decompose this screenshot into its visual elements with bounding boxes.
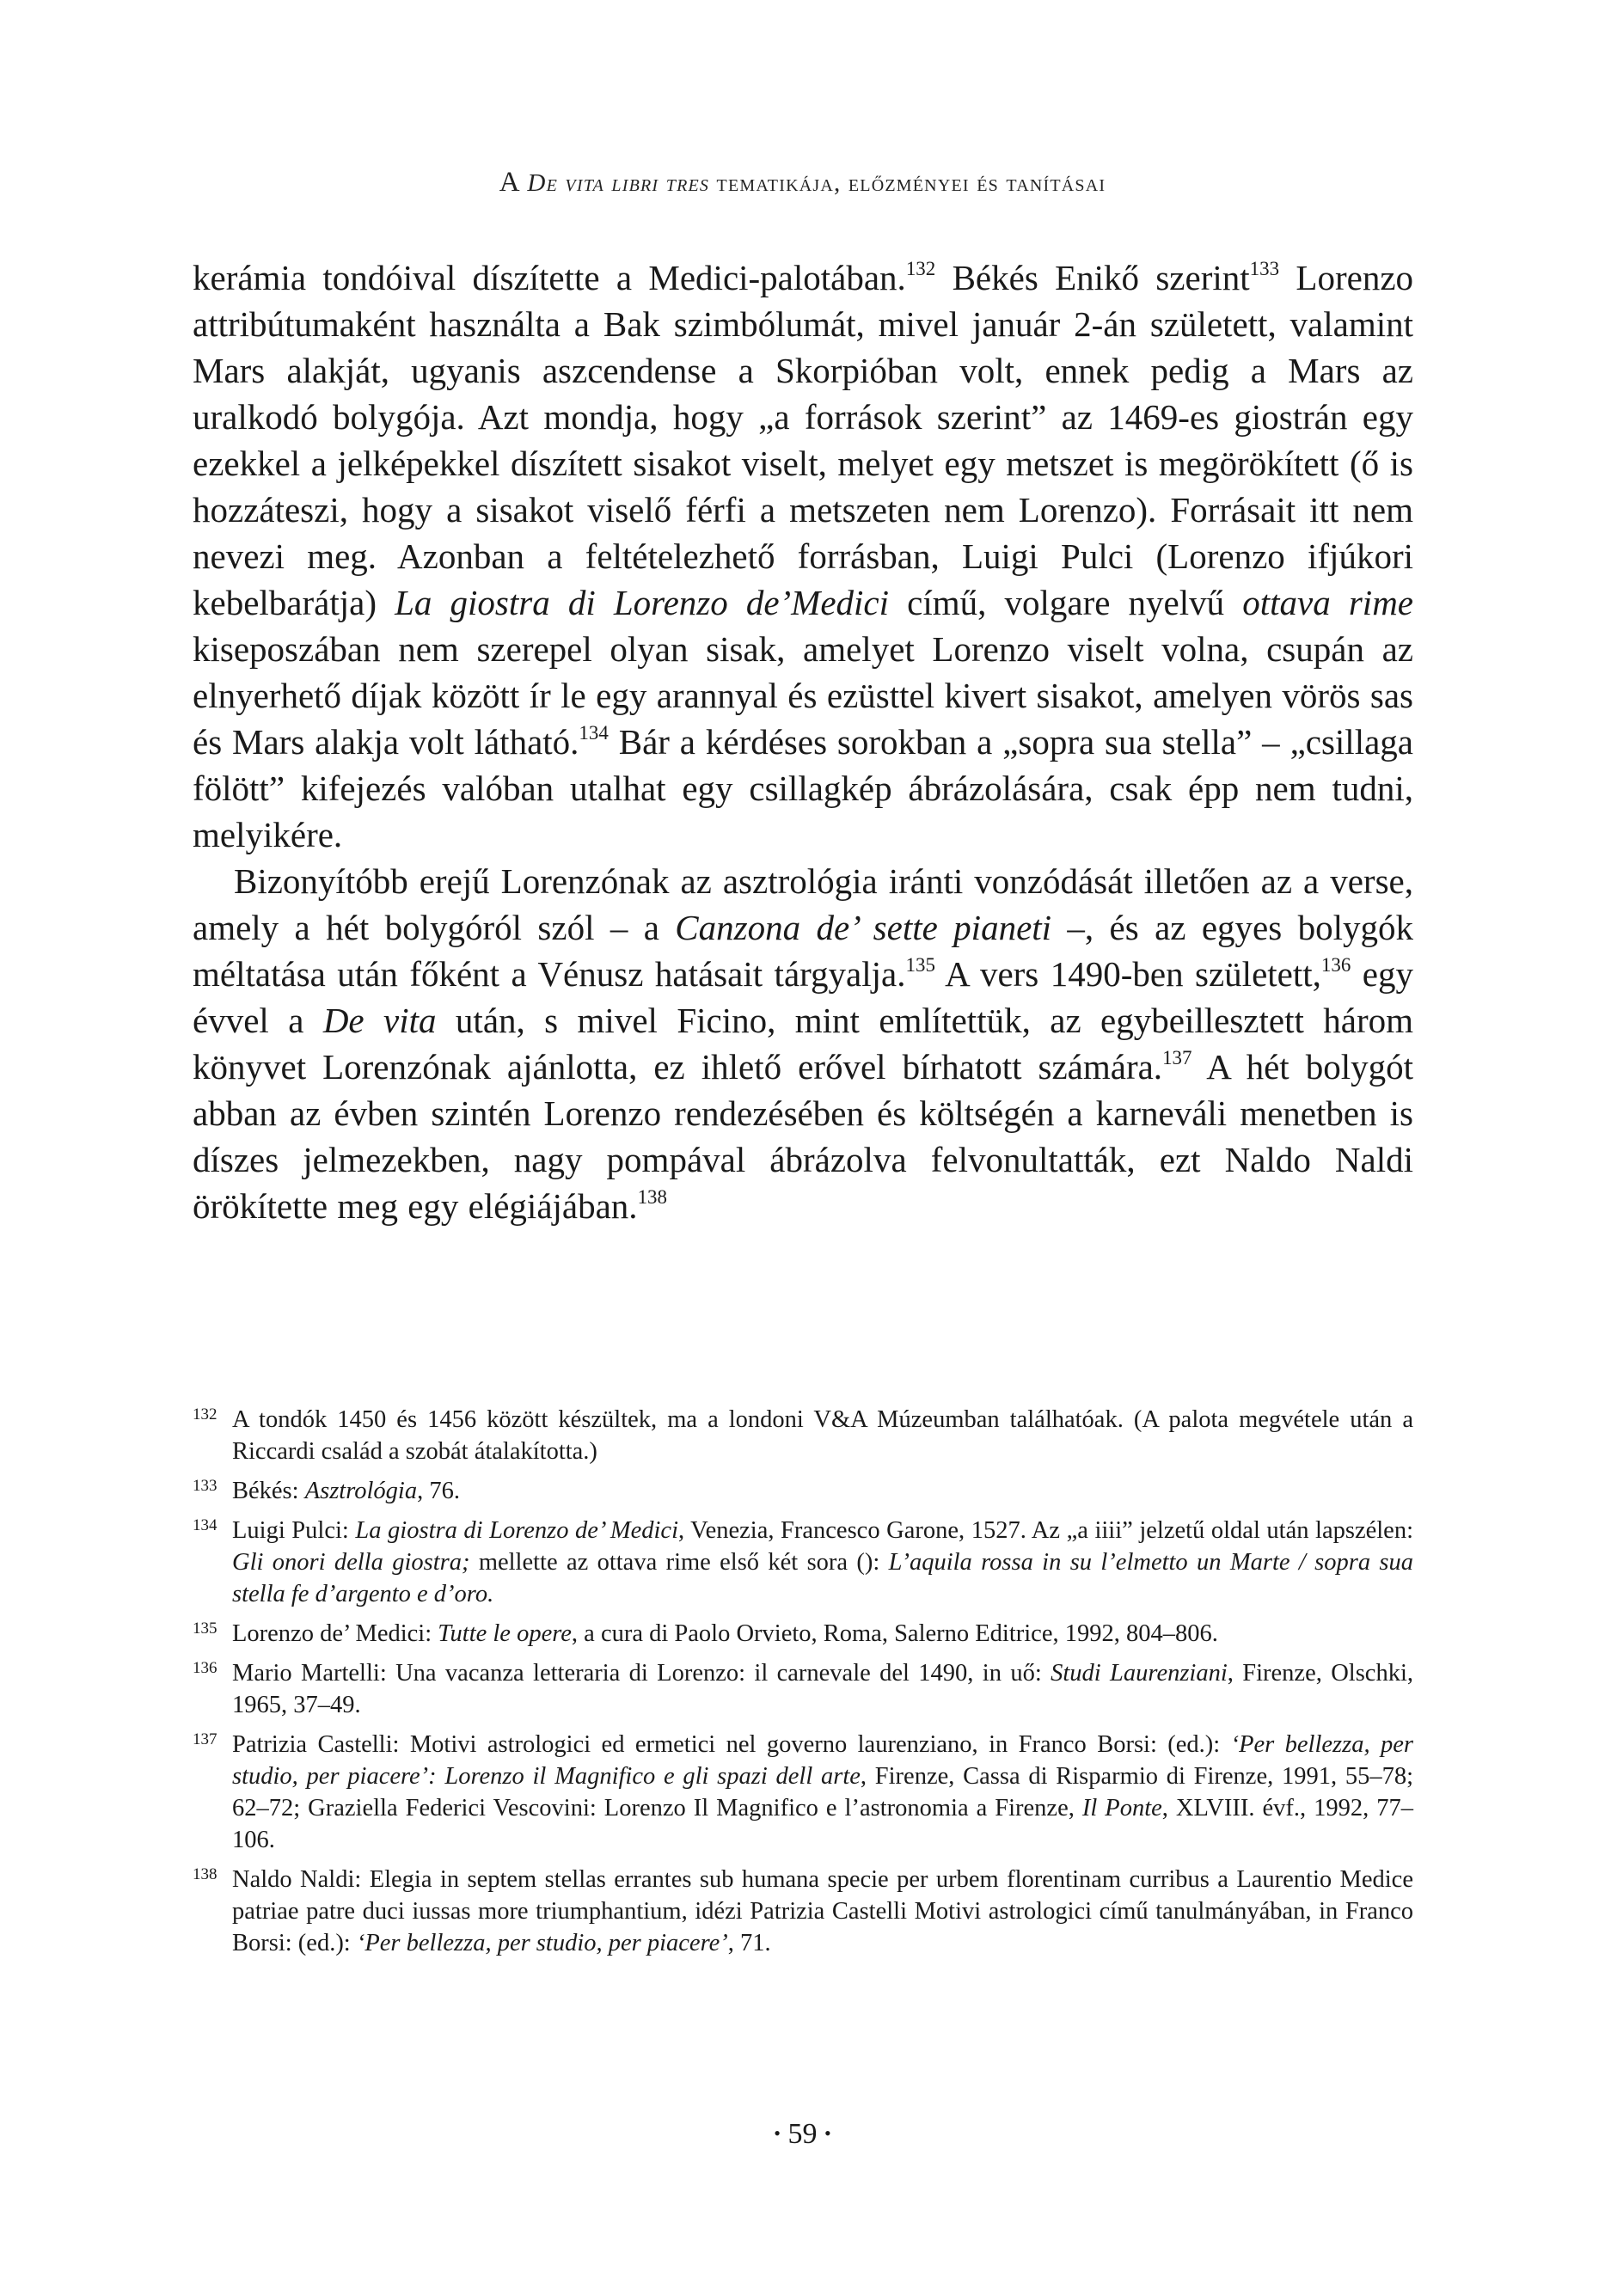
text-run: A hét bolygót abban az évben szintén Lorenzo rendezésében és költségén a karneváli menetben is díszes jelmezekben, nagy pompával ábrázolva felvonultatták, ezt Naldo Naldi örökítette meg egy elégiájában. <box>193 1047 1413 1226</box>
footnote-text: Patrizia Castelli: Motivi astrologici ed ermetici nel governo laurenziano, in Franco Borsi: (ed.): <box>232 1731 1231 1758</box>
footnote-text: Luigi Pulci: <box>232 1517 356 1544</box>
footnote-number: 136 <box>193 1659 217 1677</box>
italic-title: Canzona de’ sette pianeti <box>675 908 1052 947</box>
footnote-ref-133[interactable]: 133 <box>1249 257 1280 279</box>
footnote-ref-138[interactable]: 138 <box>637 1185 667 1208</box>
footnote-132 <box>193 1404 1413 1467</box>
footnote-137 <box>193 1729 1413 1856</box>
footnote-text: , 71. <box>727 1930 771 1956</box>
footnote-number: 133 <box>193 1477 217 1495</box>
text-run: kiseposzában nem szerepel olyan sisak, amelyet Lorenzo viselt volna, csupán az elnyerhető díjak között ír le egy arannyal és ezüsttel kivert sisakot, amelyen vörös sas és Mars alakja volt látható. <box>193 629 1413 762</box>
paragraph-2 <box>193 858 1413 1229</box>
text-run: Bár a kérdéses sorokban a „sopra sua stella” – „csillaga fölött” kifejezés valóban utalhat egy csillagkép ábrázolására, csak épp nem tudni, melyikére. <box>193 722 1413 854</box>
footnote-text: Békés: <box>232 1478 305 1504</box>
bullet-right: • <box>824 2122 831 2144</box>
footnote-text: , Firenze, Cassa di Risparmio di Firenze, 1991, 55–78; 62–72; Graziella Federici Vescovini: Lorenzo Il Magnifico e l’astronomia a Firenze, <box>232 1763 1413 1821</box>
footnote-number: 137 <box>193 1730 217 1748</box>
footnote-138 <box>193 1864 1413 1959</box>
main-text <box>193 254 1413 1229</box>
footnote-text: , 76. <box>417 1478 460 1504</box>
footnote-text: , XLVIII. évf., 1992, 77–106. <box>232 1795 1414 1853</box>
footnote-text: Naldo Naldi: Elegia in septem stellas errantes sub humana specie per urbem florentinam curribus a Laurentio Medice patriae patre duci iussas more triumphantium, idézi Patrizia Castelli Motivi astrologici című tanulmányában, in Franco Borsi: (ed.): <box>232 1866 1413 1956</box>
text-run: egy évvel a <box>193 954 1414 1040</box>
footnote-text: A tondók 1450 és 1456 között készültek, ma a londoni V&A Múzeumban találhatóak. (A palota megvétele után a Riccardi család a szobát átalakította.) <box>232 1406 1413 1465</box>
text-run: Békés Enikő szerint <box>935 258 1250 297</box>
footnote-number: 132 <box>193 1405 217 1424</box>
footnote-text: Mario Martelli: Una vacanza letteraria di Lorenzo: il carnevale del 1490, in uő: <box>232 1660 1051 1687</box>
footnote-text: , Venezia, Francesco Garone, 1527. Az „a iiii” jelzetű oldal után lapszélen: <box>677 1517 1414 1544</box>
footnote-italic: ‘Per bellezza, per studio, per piacere’ <box>356 1930 728 1956</box>
footnote-italic: Tutte le opere <box>438 1620 572 1647</box>
footnote-italic: ‘Per bellezza, per studio, per piacere’: Lorenzo il Magnifico e gli spazi dell arte <box>232 1731 1413 1790</box>
footnote-ref-132[interactable]: 132 <box>905 257 936 279</box>
footnote-number: 135 <box>193 1619 217 1638</box>
italic-title: De vita <box>322 1001 437 1040</box>
footnote-italic: Studi Laurenziani <box>1051 1660 1228 1687</box>
running-head <box>0 167 1605 199</box>
italic-title: La giostra di Lorenzo de’Medici <box>395 583 890 622</box>
running-head-initial: A <box>499 167 528 198</box>
footnote-text: mellette az ottava rime első két sora (): <box>469 1549 889 1576</box>
footnote-ref-136[interactable]: 136 <box>1320 953 1351 976</box>
bullet-left: • <box>774 2122 781 2144</box>
footnote-ref-135[interactable]: 135 <box>905 953 935 976</box>
footnote-italic: Il Ponte <box>1081 1795 1162 1821</box>
footnote-133 <box>193 1475 1413 1507</box>
footnote-italic: Asztrológia <box>304 1478 418 1504</box>
footnote-text: , Firenze, Olschki, 1965, 37–49. <box>232 1660 1413 1718</box>
footnote-text: Lorenzo de’ Medici: <box>232 1620 438 1647</box>
footnotes <box>193 1404 1413 1967</box>
footnote-134 <box>193 1515 1413 1610</box>
page-number <box>0 2118 1605 2151</box>
footnote-italic: Gli onori della giostra; <box>232 1549 470 1576</box>
footnote-136 <box>193 1657 1413 1721</box>
italic-term: ottava rime <box>1242 583 1413 622</box>
text-run: Bizonyítóbb erejű Lorenzónak az asztrológia iránti vonzódását illetően az a verse, amely a hét bolygóról szól – a <box>193 861 1413 947</box>
footnote-ref-137[interactable]: 137 <box>1162 1046 1192 1068</box>
text-run: A vers 1490-ben született, <box>934 954 1321 994</box>
footnote-text: , a cura di Paolo Orvieto, Roma, Salerno Editrice, 1992, 804–806. <box>571 1620 1218 1647</box>
text-run: kerámia tondóival díszítette a Medici-palotában. <box>193 258 906 297</box>
footnote-ref-134[interactable]: 134 <box>579 721 609 744</box>
text-run: –, és az egyes bolygók méltatása után főként a Vénusz hatásait tárgyalja. <box>193 908 1413 994</box>
text-run: után, s mivel Ficino, mint említettük, az egybeillesztett három könyvet Lorenzónak ajánlotta, ez ihlető erővel bírhatott számára. <box>193 1001 1413 1087</box>
paragraph-1 <box>193 254 1413 858</box>
running-head-title: De vita libri tres <box>527 169 710 197</box>
footnote-italic: La giostra di Lorenzo de’ Medici <box>355 1517 678 1544</box>
running-head-subtitle: tematikája, előzményei és tanításai <box>709 169 1106 197</box>
footnote-135 <box>193 1618 1413 1650</box>
page-number-value: 59 <box>787 2118 818 2150</box>
text-run: Lorenzo attribútumaként használta a Bak szimbólumát, mivel január 2-án született, valamint Mars alakját, ugyanis aszcendense a Skorpióban volt, ennek pedig a Mars az uralkodó bolygója. Azt mondja, hogy „a források szerint” az 1469-es giostrán egy ezekkel a jelképekkel díszített sisakot viselt, melyet egy metszet is megörökített (ő is hozzáteszi, hogy a sisakot viselő férfi a metszeten nem Lorenzo). Forrásait itt nem nevezi meg. Azonban a feltételezhető forrásban, Luigi Pulci (Lorenzo ifjúkori kebelbarátja) <box>193 258 1414 622</box>
text-run: című, volgare nyelvű <box>889 583 1243 622</box>
footnote-italic: L’aquila rossa in su l’elmetto un Marte / sopra sua stella fe d’argento e d’oro. <box>232 1549 1414 1607</box>
footnote-number: 134 <box>193 1516 217 1534</box>
footnote-number: 138 <box>193 1865 217 1883</box>
